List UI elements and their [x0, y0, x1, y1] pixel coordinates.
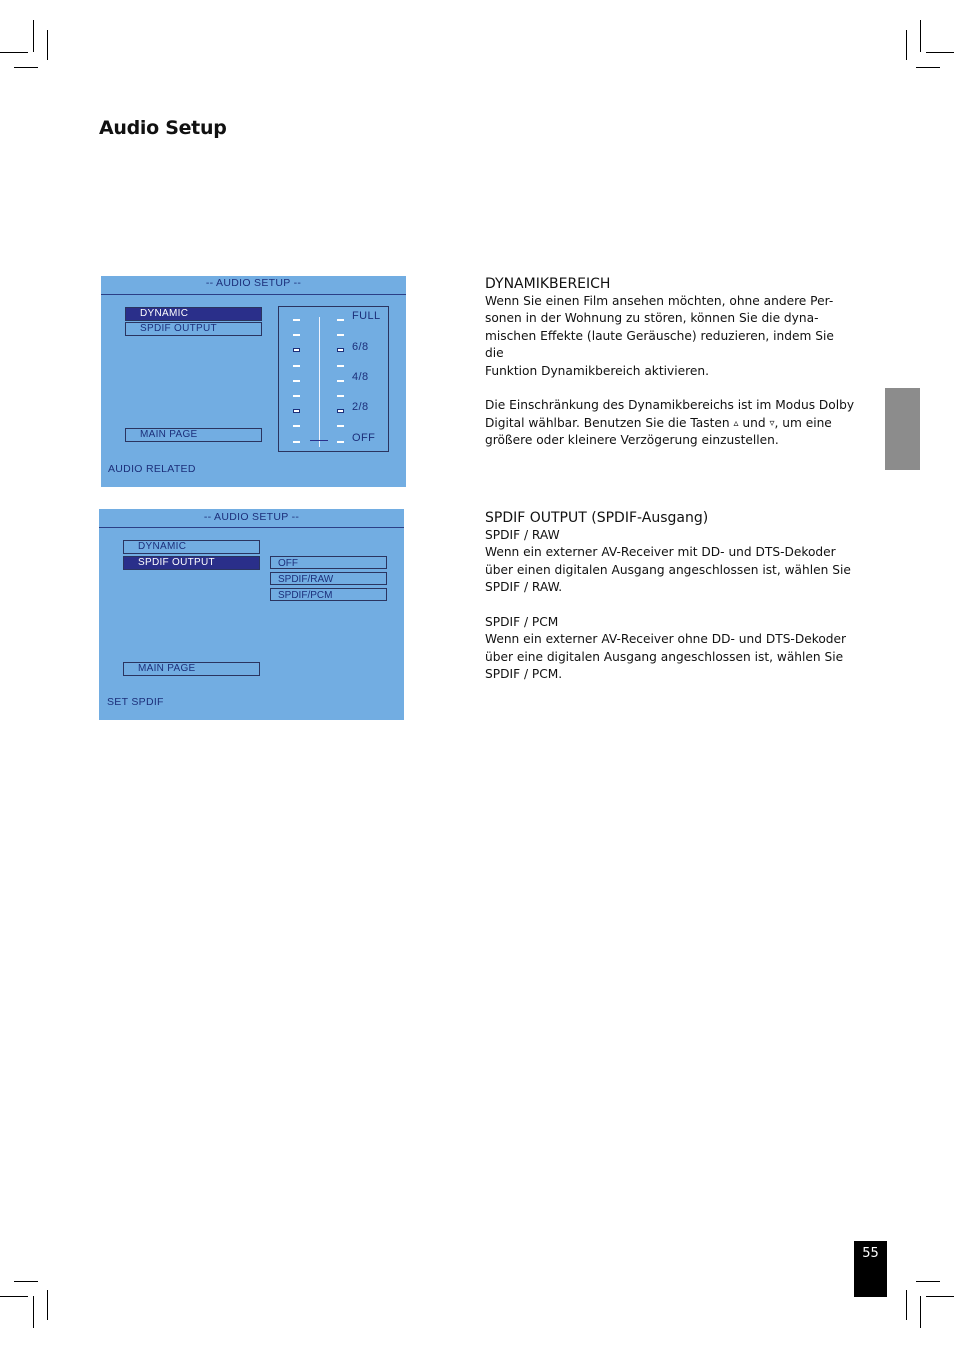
menu-item-dynamic[interactable]: DYNAMIC — [123, 540, 260, 554]
slider-tick — [337, 348, 344, 352]
paragraph-line: Wenn Sie einen Film ansehen möchten, ohne andere Per- — [485, 294, 834, 308]
text-span: , um eine — [774, 415, 832, 430]
paragraph-line: Die Einschränkung des Dynamikbereichs ist im Modus Dolby — [485, 398, 855, 413]
osd-title: -- AUDIO SETUP -- — [203, 511, 300, 523]
paragraph-line: sonen in der Wohnung zu stören, können Sie die dyna- — [485, 311, 819, 326]
dynamic-level-slider[interactable] — [278, 306, 389, 452]
menu-item-spdif-output[interactable]: SPDIF OUTPUT — [123, 556, 260, 570]
slider-tick — [337, 334, 344, 336]
page-title: Audio Setup — [99, 117, 227, 139]
divider — [101, 294, 406, 295]
level-label-2-8: 2/8 — [352, 401, 369, 413]
text-span: Digital wählbar. Benutzen Sie die Tasten — [485, 415, 730, 430]
section-spdif — [485, 509, 855, 684]
divider — [99, 527, 404, 528]
slider-track — [319, 317, 320, 447]
paragraph-line — [485, 415, 855, 432]
paragraph-line: SPDIF / PCM. — [485, 667, 563, 682]
menu-item-dynamic[interactable]: DYNAMIC — [125, 307, 262, 321]
slider-tick — [337, 395, 344, 397]
osd-screen-spdif — [99, 509, 404, 720]
slider-tick — [293, 409, 300, 413]
main-page-button[interactable]: MAIN PAGE — [125, 428, 262, 442]
slider-tick — [293, 365, 300, 367]
subheading: SPDIF / PCM — [485, 615, 559, 630]
paragraph-line: Funktion Dynamikbereich aktivieren. — [485, 363, 709, 378]
paragraph-line: Wenn ein externer AV-Receiver mit DD- und DTS-Dekoder — [485, 545, 836, 560]
level-label-4-8: 4/8 — [352, 371, 369, 383]
slider-tick — [293, 441, 300, 443]
slider-tick — [337, 365, 344, 367]
slider-tick — [293, 319, 300, 321]
osd-title: -- AUDIO SETUP -- — [205, 277, 302, 289]
level-label-full: FULL — [352, 310, 381, 322]
option-spdif-raw[interactable]: SPDIF/RAW — [270, 572, 387, 585]
paragraph-line: über einen digitalen Ausgang angeschlossen ist, wählen Sie — [485, 562, 851, 577]
paragraph-line: SPDIF / RAW. — [485, 580, 563, 595]
option-off[interactable]: OFF — [270, 556, 387, 569]
section-heading: DYNAMIKBEREICH — [485, 276, 611, 292]
level-label-off: OFF — [352, 432, 376, 444]
slider-tick — [337, 380, 344, 382]
slider-tick — [293, 395, 300, 397]
slider-tick — [293, 348, 300, 352]
slider-cursor — [310, 440, 328, 441]
chapter-tab — [885, 388, 920, 470]
down-arrow-icon: ▿ — [769, 417, 775, 429]
menu-item-spdif-output[interactable]: SPDIF OUTPUT — [125, 322, 262, 336]
status-text: SET SPDIF — [107, 696, 164, 708]
slider-tick — [293, 334, 300, 336]
slider-tick — [293, 380, 300, 382]
page-number: 55 — [854, 1241, 887, 1297]
slider-tick — [337, 409, 344, 413]
subheading: SPDIF / RAW — [485, 528, 560, 542]
text-span: und — [742, 415, 766, 430]
section-dynamic — [485, 275, 855, 450]
paragraph-line: Wenn ein externer AV-Receiver ohne DD- und DTS-Dekoder — [485, 632, 847, 647]
paragraph-line: über eine digitalen Ausgang angeschlossen ist, wählen Sie — [485, 649, 844, 664]
main-page-button[interactable]: MAIN PAGE — [123, 662, 260, 676]
status-text: AUDIO RELATED — [108, 463, 196, 475]
up-arrow-icon: ▵ — [733, 417, 739, 429]
section-heading: SPDIF OUTPUT (SPDIF-Ausgang) — [485, 510, 709, 526]
slider-tick — [337, 425, 344, 427]
option-spdif-pcm[interactable]: SPDIF/PCM — [270, 588, 387, 601]
osd-screen-dynamic — [101, 276, 406, 487]
slider-tick — [293, 425, 300, 427]
slider-tick — [337, 319, 344, 321]
paragraph-line: mischen Effekte (laute Geräusche) reduzieren, indem Sie die — [485, 328, 834, 361]
level-label-6-8: 6/8 — [352, 341, 369, 353]
slider-tick — [337, 441, 344, 443]
paragraph-line: größere oder kleinere Verzögerung einzustellen. — [485, 433, 779, 448]
